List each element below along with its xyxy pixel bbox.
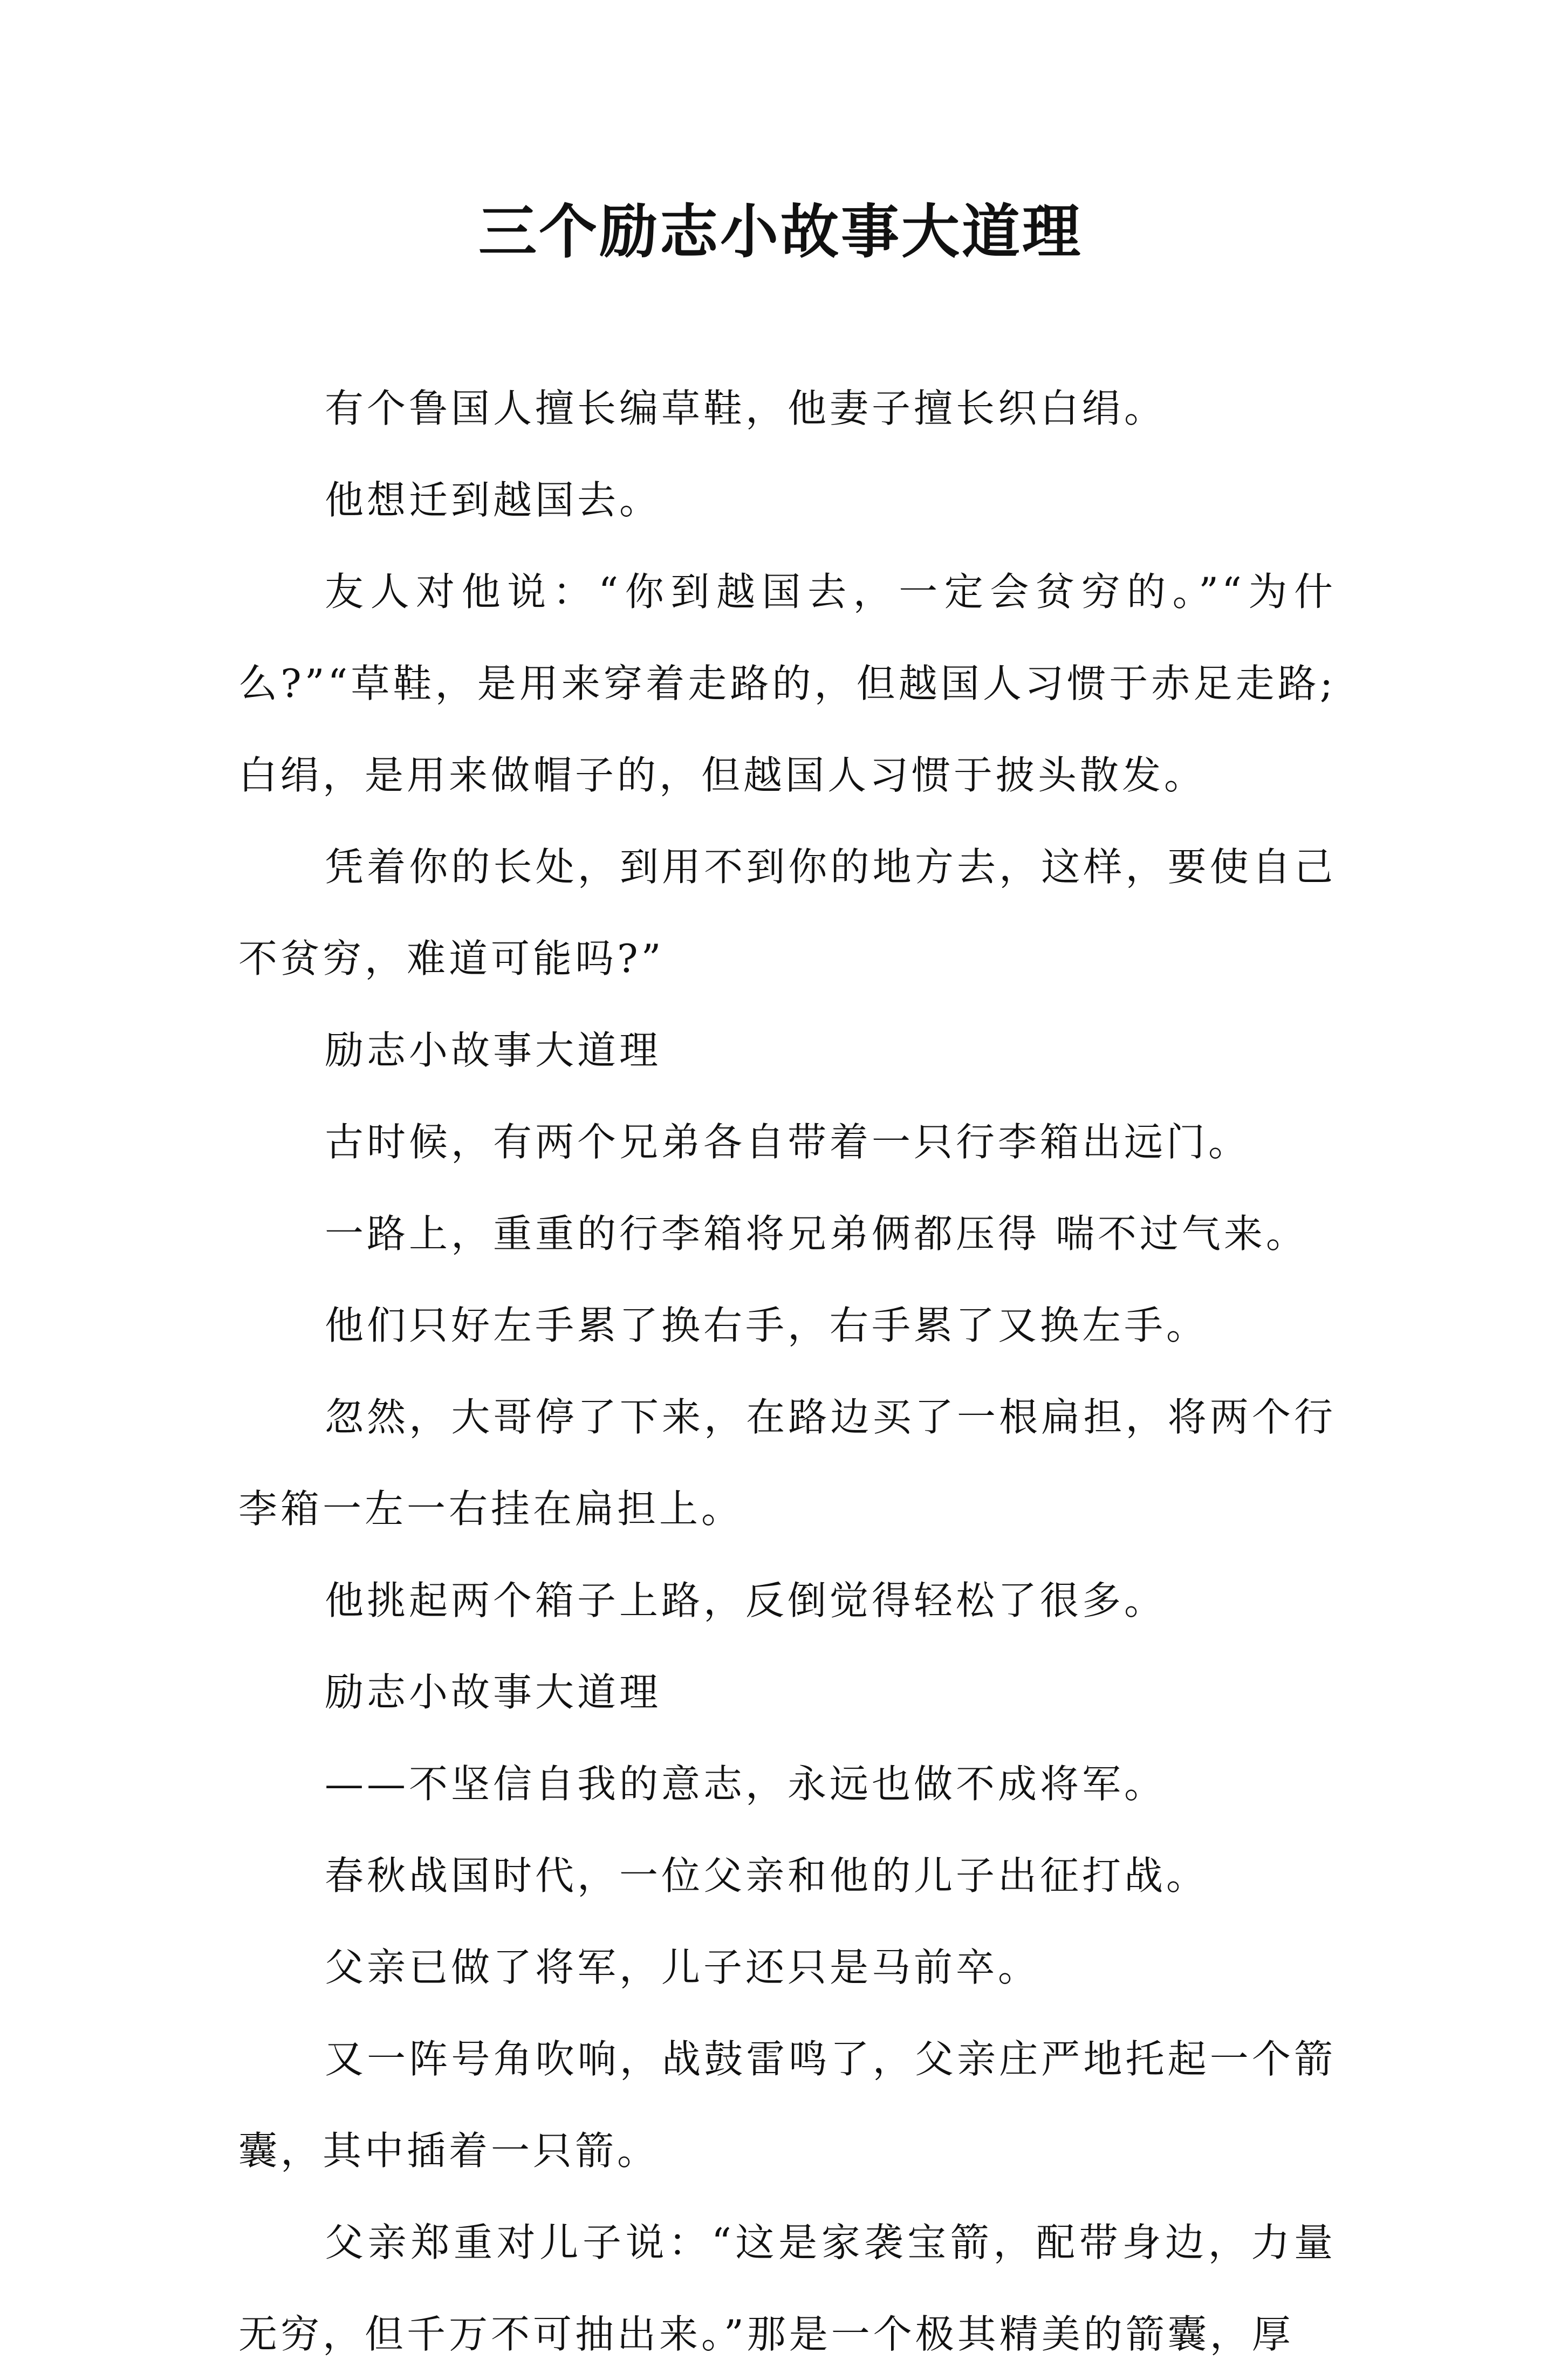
paragraph: 古时候，有两个兄弟各自带着一只行李箱出远门。 [325, 1119, 1251, 1165]
paragraph: 父亲郑重对儿子说：“这是家袭宝箭，配带身边，力量无穷，但千万不可抽出来。”那是一个极其精美的箭囊，厚 [238, 2220, 1336, 2357]
paragraph: 凭着你的长处，到用不到你的地方去，这样，要使自己不贫穷，难道可能吗?” [238, 844, 1336, 981]
paragraph: 一路上，重重的行李箱将兄弟俩都压得 喘不过气来。 [325, 1211, 1308, 1256]
document-title: 三个励志小故事大道理 [478, 198, 1083, 266]
paragraph: 忽然，大哥停了下来，在路边买了一根扁担，将两个行李箱一左一右挂在扁担上。 [238, 1394, 1336, 1531]
paragraph: 他们只好左手累了换右手，右手累了又换左手。 [325, 1303, 1209, 1348]
paragraph: ——不坚信自我的意志，永远也做不成将军。 [325, 1761, 1167, 1807]
paragraph: 父亲已做了将军，儿子还只是马前卒。 [325, 1945, 1040, 1990]
section-heading: 励志小故事大道理 [325, 1670, 662, 1715]
paragraph: 他想迁到越国去。 [325, 477, 662, 523]
paragraph: 友人对他说：“你到越国去，一定会贫穷的。”“为什么?”“草鞋，是用来穿着走路的，但越国人习惯于赤足走路;白绢，是用来做帽子的，但越国人习惯于披头散发。 [238, 569, 1336, 798]
paragraph: 有个鲁国人擅长编草鞋，他妻子擅长织白绢。 [325, 386, 1167, 431]
paragraph: 春秋战国时代，一位父亲和他的儿子出征打战。 [325, 1853, 1209, 1898]
section-heading: 励志小故事大道理 [325, 1028, 662, 1073]
document-body [238, 363, 1336, 2380]
paragraph: 又一阵号角吹响，战鼓雷鸣了，父亲庄严地托起一个箭囊，其中插着一只箭。 [238, 2036, 1336, 2173]
paragraph: 他挑起两个箱子上路，反倒觉得轻松了很多。 [325, 1578, 1167, 1623]
